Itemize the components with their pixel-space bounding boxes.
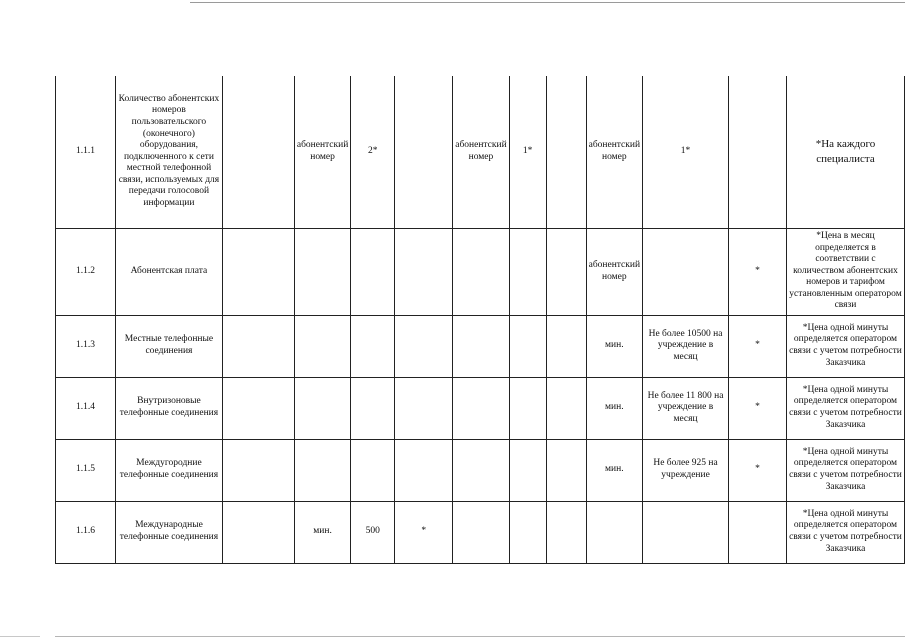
qty-cell: Не более 11 800 на учреждение в месяц [643, 377, 729, 439]
table-row [56, 501, 905, 563]
empty-cell [395, 377, 453, 439]
qty-cell [351, 377, 395, 439]
row-name: Местные телефонные соединения [115, 315, 222, 377]
note-cell: *Цена одной минуты определяется оператором связи с учетом потребности Заказчика [786, 315, 904, 377]
row-code: 1.1.1 [56, 76, 116, 228]
unit-cell [294, 228, 350, 315]
unit-cell [453, 228, 509, 315]
unit-cell [294, 315, 350, 377]
row-name: Международные телефонные соединения [115, 501, 222, 563]
empty-cell [222, 228, 294, 315]
price-cell: * [729, 377, 787, 439]
price-cell [729, 76, 787, 228]
row-code: 1.1.3 [56, 315, 116, 377]
unit-cell [586, 501, 642, 563]
empty-cell [222, 501, 294, 563]
unit-cell [294, 377, 350, 439]
empty-cell [222, 377, 294, 439]
qty-cell [509, 501, 546, 563]
empty-cell [222, 439, 294, 501]
unit-cell: абонентский номер [453, 76, 509, 228]
norms-table [55, 76, 905, 564]
unit-cell: мин. [586, 439, 642, 501]
row-code: 1.1.6 [56, 501, 116, 563]
unit-cell: мин. [586, 377, 642, 439]
qty-cell: Не более 10500 на учреждение в месяц [643, 315, 729, 377]
empty-cell [395, 439, 453, 501]
unit-cell: абонентский номер [586, 228, 642, 315]
table-row [56, 76, 905, 228]
price-cell: * [729, 228, 787, 315]
qty-cell: Не более 925 на учреждение [643, 439, 729, 501]
empty-cell [395, 315, 453, 377]
scan-edge-bottom [55, 636, 905, 637]
row-code: 1.1.5 [56, 439, 116, 501]
table-row [56, 315, 905, 377]
empty-cell [395, 228, 453, 315]
note-cell: *На каждого специалиста [786, 76, 904, 228]
row-code: 1.1.4 [56, 377, 116, 439]
table-row [56, 377, 905, 439]
price-cell: * [729, 439, 787, 501]
unit-cell: абонентский номер [294, 76, 350, 228]
qty-cell [643, 501, 729, 563]
unit-cell [453, 315, 509, 377]
note-cell: *Цена одной минуты определяется оператором связи с учетом потребности Заказчика [786, 377, 904, 439]
unit-cell [453, 501, 509, 563]
qty-cell: 500 [351, 501, 395, 563]
row-name: Абонентская плата [115, 228, 222, 315]
row-name: Междугородние телефонные соединения [115, 439, 222, 501]
empty-cell [222, 315, 294, 377]
empty-cell [222, 76, 294, 228]
price-cell: * [729, 315, 787, 377]
qty-cell [643, 228, 729, 315]
qty-cell: 1* [509, 76, 546, 228]
price-mark-cell: * [395, 501, 453, 563]
unit-cell [453, 377, 509, 439]
note-cell: *Цена одной минуты определяется оператором связи с учетом потребности Заказчика [786, 439, 904, 501]
unit-cell [453, 439, 509, 501]
unit-cell: мин. [294, 501, 350, 563]
empty-cell [546, 228, 586, 315]
scan-edge-bottom-left [0, 636, 40, 637]
qty-cell [509, 315, 546, 377]
empty-cell [546, 439, 586, 501]
note-cell: *Цена в месяц определяется в соответствии с количеством абонентских номеров и тарифом установленным оператором связи [786, 228, 904, 315]
scan-edge-top [190, 2, 905, 3]
unit-cell: абонентский номер [586, 76, 642, 228]
table-row [56, 439, 905, 501]
qty-cell [351, 439, 395, 501]
qty-cell [509, 377, 546, 439]
qty-cell [509, 439, 546, 501]
empty-cell [546, 377, 586, 439]
unit-cell [294, 439, 350, 501]
empty-cell [546, 501, 586, 563]
price-cell [729, 501, 787, 563]
qty-cell: 2* [351, 76, 395, 228]
qty-cell [351, 315, 395, 377]
row-name: Внутризоновые телефонные соединения [115, 377, 222, 439]
qty-cell [351, 228, 395, 315]
note-cell: *Цена одной минуты определяется оператором связи с учетом потребности Заказчика [786, 501, 904, 563]
qty-cell: 1* [643, 76, 729, 228]
empty-cell [395, 76, 453, 228]
empty-cell [546, 76, 586, 228]
qty-cell [509, 228, 546, 315]
empty-cell [546, 315, 586, 377]
row-name: Количество абонентских номеров пользовательского (оконечного) оборудования, подключенного к сети местной телефонной связи, используемых для передачи голосовой информации [115, 76, 222, 228]
unit-cell: мин. [586, 315, 642, 377]
row-code: 1.1.2 [56, 228, 116, 315]
table-row [56, 228, 905, 315]
